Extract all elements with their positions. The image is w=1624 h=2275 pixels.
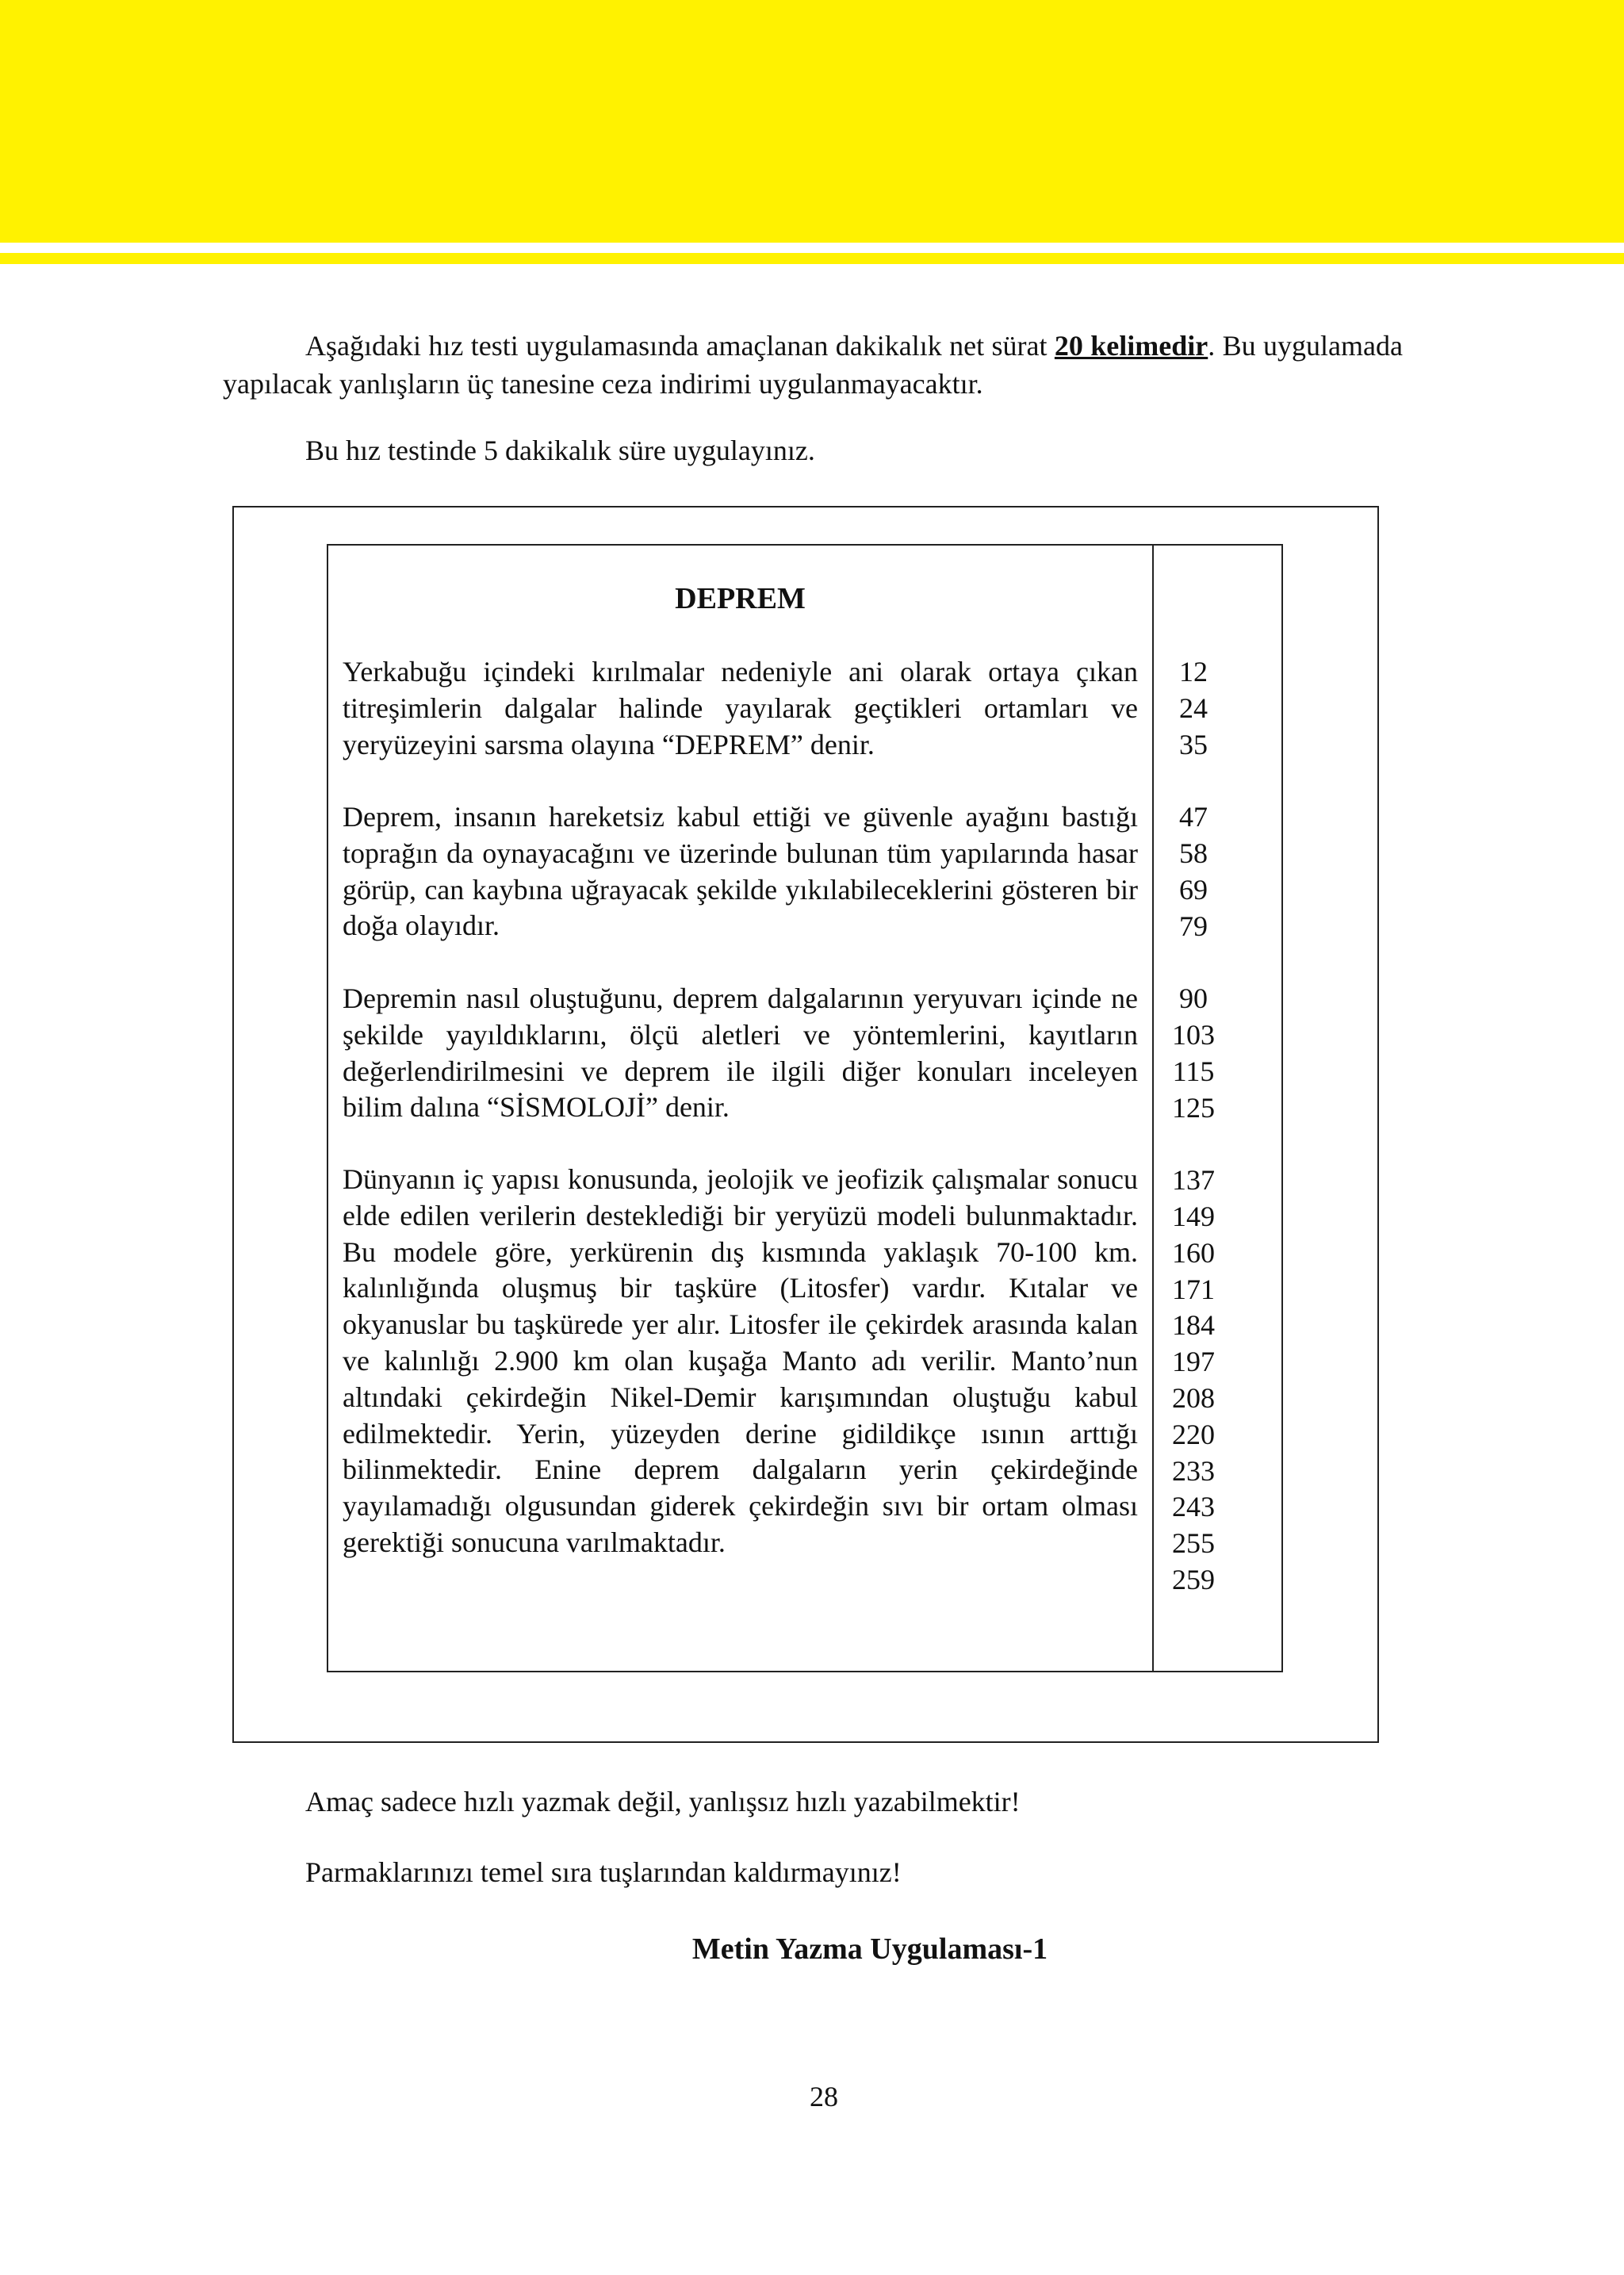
word-count: 160	[1172, 1236, 1215, 1269]
intro-paragraph	[223, 327, 1403, 403]
target-speed: 20 kelimedir	[1054, 330, 1208, 362]
word-count: 12	[1179, 656, 1208, 687]
passage-paragraph-1	[343, 654, 1138, 763]
passage-title: DEPREM	[675, 582, 806, 615]
word-count: 69	[1179, 873, 1208, 906]
paragraph-text: Yerkabuğu içindeki kırılmalar nedeniyle ani olarak ortaya çıkan titreşimlerin dalgalar halinde yayılarak geçtikleri ortamları ve yeryüzeyini sarsma olayına “DEPREM” denir.	[343, 656, 1138, 760]
paragraph-text: Dünyanın iç yapısı konusunda, jeolojik ve jeofizik çalışmalar sonucu elde edilen verilerin desteklediği bir yeryüzü modeli bulunmaktadır. Bu modele göre, yerkürenin dış kısmında yaklaşık 70-100 km. kalınlığında oluşmuş bir taşküre (Litosfer) vardır. Kıtalar ve okyanuslar bu taşkürede yer alır. Litosfer ile çekirdek arasında kalan ve kalınlığı 2.900 km olan kuşağa Manto adı verilir. Manto’nun altındaki çekirdeğin Nikel-Demir karışımından oluştuğu kabul edilmektedir. Yerin, yüzeyden derine gidildikçe ısının arttığı bilinmektedir. Enine deprem dalgaların yerin çekirdeğinde yayılamadığı olgusundan giderek çekirdeğin sıvı bir ortam olması gerektiği sonucuna varılmaktadır.	[343, 1163, 1138, 1558]
time-instruction: Bu hız testinde 5 dakikalık süre uygulayınız.	[305, 435, 815, 466]
word-count: 115	[1172, 1055, 1215, 1087]
footer-note-accuracy: Amaç sadece hızlı yazmak değil, yanlışsız hızlı yazabilmektir!	[305, 1786, 1021, 1817]
word-count: 90	[1179, 982, 1208, 1015]
word-count: 208	[1172, 1381, 1215, 1414]
passage-paragraph-2	[343, 799, 1138, 944]
header-band	[0, 0, 1624, 243]
word-count: 35	[1179, 728, 1208, 760]
word-count: 220	[1172, 1418, 1215, 1450]
passage-paragraph-4	[343, 1162, 1138, 1561]
word-count: 243	[1172, 1491, 1215, 1523]
footer-note-home-row: Parmaklarınızı temel sıra tuşlarından kaldırmayınız!	[305, 1856, 902, 1888]
word-count: 24	[1179, 691, 1208, 724]
word-count: 233	[1172, 1454, 1215, 1487]
word-count: 184	[1172, 1309, 1215, 1342]
word-count: 197	[1172, 1346, 1215, 1378]
exercise-title: Metin Yazma Uygulaması-1	[691, 1932, 1048, 1966]
header-rule	[0, 253, 1624, 264]
word-count: 79	[1179, 910, 1208, 942]
paragraph-text: Deprem, insanın hareketsiz kabul ettiği ve güvenle ayağını bastığı toprağın da oynayacağını ve üzerinde bulunan tüm yapılarında hasar görüp, can kaybına uğrayacak şekilde yıkılabileceklerini gösteren bir doğa olayıdır.	[343, 801, 1138, 942]
word-count: 58	[1179, 837, 1208, 869]
word-count: 125	[1172, 1091, 1215, 1124]
word-count: 259	[1172, 1563, 1215, 1595]
word-count: 137	[1172, 1164, 1215, 1197]
page-number: 28	[810, 2081, 838, 2112]
paragraph-text: Depremin nasıl oluştuğunu, deprem dalgalarının yeryuvarı içinde ne şekilde yayıldıklarını, ölçü aletleri ve yöntemlerini, kayıtların değerlendirilmesini ve deprem ile ilgili diğer konuları inceleyen bilim dalına “SİSMOLOJİ” denir.	[343, 982, 1138, 1124]
word-count: 149	[1172, 1200, 1215, 1232]
word-count: 47	[1179, 801, 1208, 833]
passage-paragraph-3	[343, 981, 1138, 1126]
word-count-column	[1154, 654, 1233, 1599]
intro-text-after: . Bu uygulamada yapılacak yanlışların üç tanesine ceza indirimi uygulanmayacaktır.	[223, 330, 1403, 400]
word-count: 255	[1172, 1527, 1215, 1560]
word-count: 171	[1172, 1273, 1215, 1305]
word-count: 103	[1172, 1018, 1215, 1051]
intro-text-before: Aşağıdaki hız testi uygulamasında amaçlanan dakikalık net sürat	[305, 330, 1055, 362]
